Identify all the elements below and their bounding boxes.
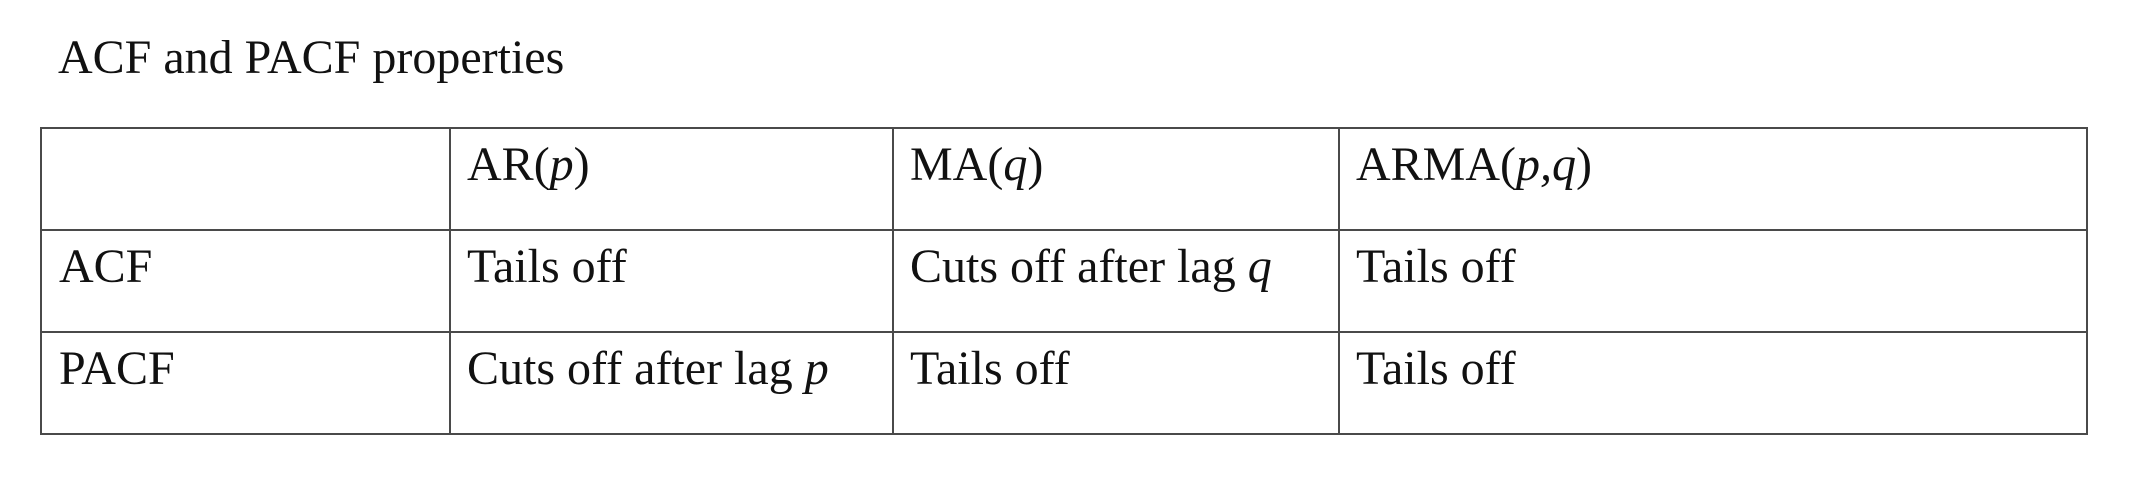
table-row-acf [41, 230, 2087, 332]
table-row-pacf [41, 332, 2087, 434]
cell-text: Tails off [467, 240, 627, 293]
cell-text: Cuts off after lag [467, 342, 805, 395]
column-header-name: MA [910, 138, 988, 191]
cell-text: Tails off [1356, 342, 1516, 395]
cell-text: Tails off [1356, 240, 1516, 293]
table-cell-acf-ar [450, 230, 893, 332]
column-header-name: ARMA [1356, 138, 1501, 191]
cell-text: Tails off [910, 342, 1070, 395]
table-corner-cell [41, 128, 450, 230]
table-cell-acf-arma [1339, 230, 2087, 332]
table-cell-pacf-ar [450, 332, 893, 434]
cell-text: Cuts off after lag [910, 240, 1248, 293]
column-header-ar [450, 128, 893, 230]
column-header-close-paren: ) [573, 138, 590, 191]
table-cell-pacf-ma [893, 332, 1339, 434]
column-header-open-paren: ( [533, 138, 550, 191]
column-header-close-paren: ) [1576, 138, 1592, 191]
page-title: ACF and PACF properties [58, 31, 565, 84]
row-label-pacf: PACF [41, 332, 450, 434]
column-header-open-paren: ( [1500, 138, 1517, 191]
column-header-arma [1339, 128, 2087, 230]
table-header-row [41, 128, 2087, 230]
row-label-acf: ACF [41, 230, 450, 332]
column-header-param: p,q [1516, 138, 1577, 191]
table-cell-pacf-arma [1339, 332, 2087, 434]
column-header-param: q [1003, 138, 1028, 191]
table-cell-acf-ma [893, 230, 1339, 332]
column-header-ma [893, 128, 1339, 230]
acf-pacf-table [40, 127, 2088, 435]
column-header-name: AR [467, 138, 534, 191]
cell-variable: p [804, 342, 829, 395]
column-header-open-paren: ( [987, 138, 1004, 191]
cell-variable: q [1247, 240, 1272, 293]
column-header-close-paren: ) [1027, 138, 1044, 191]
column-header-param: p [549, 138, 574, 191]
